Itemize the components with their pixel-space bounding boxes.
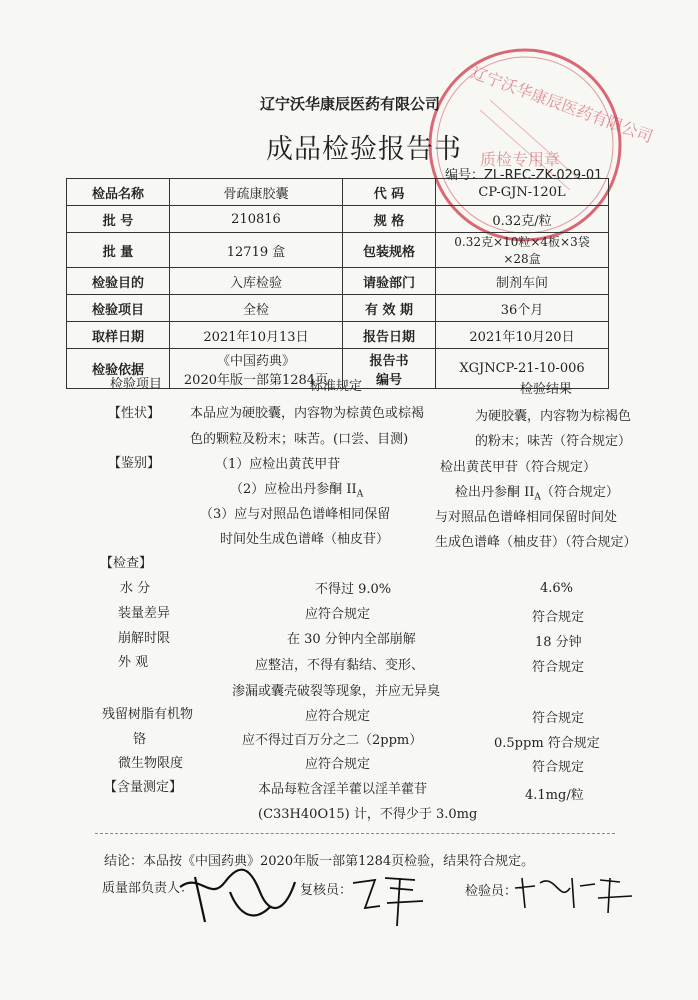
label-purpose: 检验目的 (67, 268, 170, 295)
jiancha-item-std: 应整洁，不得有黏结、变形、 (255, 658, 425, 673)
reviewer-label: 复核员： (300, 883, 353, 898)
reviewer-signature (345, 868, 435, 928)
jiancha-item-std: 渗漏或囊壳破裂等现象，并应无异臭 (232, 684, 441, 699)
jiancha-item-res: 4.6% (540, 581, 574, 596)
value-batch-qty: 12719 盒 (170, 233, 343, 268)
xingzhuang-std-1: 本品应为硬胶囊，内容物为棕黄色或棕褐 (190, 406, 425, 421)
hanliang-std-1: 本品每粒含淫羊藿以淫羊藿苷 (258, 782, 428, 797)
svg-text:辽宁沃华康辰医药有限公司: 辽宁沃华康辰医药有限公司 (468, 62, 656, 147)
label-code: 代 码 (343, 179, 436, 206)
jiancha-item-name: 水 分 (120, 581, 151, 596)
jianbie-std-2 (230, 478, 363, 500)
value-test-items: 全检 (170, 295, 343, 322)
section-jiancha: 【检查】 (100, 556, 153, 571)
label-batch-no: 批 号 (67, 206, 170, 233)
jiancha-item-name: 残留树脂有机物 (102, 707, 194, 722)
jiancha-item-name: 装量差异 (118, 606, 171, 621)
jiancha-item-res: 符合规定 (532, 711, 585, 726)
jianbie-res-3b: 生成色谱峰（柚皮苷）（符合规定） (435, 535, 637, 550)
col-header-item: 检验项目 (110, 377, 163, 392)
value-code: CP-GJN-120L (436, 179, 609, 206)
value-package: 0.32克×10粒×4板×3袋×28盒 (436, 233, 609, 268)
jianbie-res-3a: 与对照品色谱峰相同保留时间处 (435, 510, 618, 525)
value-batch-no: 210816 (170, 206, 343, 233)
label-report-no-line2: 编号 (375, 372, 402, 388)
jianbie-std-3a: （3）应与对照品色谱峰相同保留 (200, 507, 391, 522)
jiancha-item-std: 应符合规定 (305, 607, 371, 622)
hanliang-std-2: (C33H40O15) 计，不得少于 3.0mg (258, 807, 478, 822)
jiancha-item-res: 符合规定 (532, 610, 585, 625)
jiancha-item-name: 外 观 (118, 655, 149, 670)
xingzhuang-std-2: 色的颗粒及粉末；味苦。(口尝、目测) (190, 432, 409, 447)
jiancha-item-res: 0.5ppm 符合规定 (494, 736, 600, 751)
value-department: 制剂车间 (436, 268, 609, 295)
divider-line (95, 833, 615, 834)
section-hanliang: 【含量测定】 (104, 780, 183, 795)
svg-text:质检专用章: 质检专用章 (480, 150, 561, 169)
label-validity: 有 效 期 (343, 295, 436, 322)
value-sample-date: 2021年10月13日 (170, 322, 343, 349)
jianbie-res-2 (455, 481, 619, 503)
label-sample-date: 取样日期 (67, 322, 170, 349)
label-test-items: 检验项目 (67, 295, 170, 322)
jiancha-item-std: 应符合规定 (305, 757, 371, 772)
value-basis-line1: 《中国药典》 (216, 353, 295, 369)
col-header-standard: 标准规定 (310, 379, 363, 394)
jiancha-item-std: 应符合规定 (305, 709, 371, 724)
jiancha-item-name: 微生物限度 (118, 756, 184, 771)
label-report-no-line1: 报告书 (369, 353, 409, 369)
jianbie-std-3b: 时间处生成色谱峰（柚皮苷） (220, 532, 390, 547)
jiancha-item-std: 应不得过百万分之二（2ppm） (242, 733, 423, 748)
jianbie-res-2-tail: （符合规定） (540, 485, 619, 500)
qa-signature (170, 862, 300, 932)
jianbie-res-1: 检出黄芪甲苷（符合规定） (440, 460, 597, 475)
jianbie-std-2-sub: A (356, 489, 364, 500)
xingzhuang-res-2: 的粉末；味苦（符合规定） (475, 434, 632, 449)
value-product-name: 骨疏康胶囊 (170, 179, 343, 206)
hanliang-res: 4.1mg/粒 (525, 788, 584, 803)
label-department: 请验部门 (343, 268, 436, 295)
section-xingzhuang: 【性状】 (108, 406, 161, 421)
value-report-date: 2021年10月20日 (436, 322, 609, 349)
value-validity: 36个月 (436, 295, 609, 322)
jianbie-res-2-text: 检出丹参酮 II (455, 485, 535, 500)
jiancha-item-name: 崩解时限 (118, 631, 171, 646)
info-table (66, 178, 609, 389)
xingzhuang-res-1: 为硬胶囊，内容物为棕褐色 (475, 409, 632, 424)
section-jianbie: 【鉴别】 (108, 456, 161, 471)
report-title: 成品检验报告书 (266, 134, 462, 165)
inspector-signature (510, 868, 640, 923)
inspector-label: 检验员： (465, 884, 518, 899)
label-report-date: 报告日期 (343, 322, 436, 349)
value-report-no: XGJNCP-21-10-006 (436, 349, 609, 389)
jiancha-item-res: 符合规定 (532, 760, 585, 775)
value-basis-line2: 2020年版一部第1284页 (183, 372, 329, 388)
jianbie-std-1: （1）应检出黄芪甲苷 (215, 457, 341, 472)
conclusion-text: 结论：本品按《中国药典》2020年版一部第1284页检验，结果符合规定。 (104, 854, 535, 869)
label-package: 包装规格 (343, 233, 436, 268)
label-product-name: 检品名称 (67, 179, 170, 206)
value-spec: 0.32克/粒 (436, 206, 609, 233)
col-header-result: 检验结果 (520, 382, 573, 397)
label-basis: 检验依据 (67, 349, 170, 389)
jiancha-item-std: 不得过 9.0% (315, 582, 392, 597)
company-name: 辽宁沃华康辰医药有限公司 (260, 95, 441, 113)
label-spec: 规 格 (343, 206, 436, 233)
label-batch-qty: 批 量 (67, 233, 170, 268)
jiancha-item-name: 铬 (133, 732, 147, 747)
jiancha-item-res: 18 分钟 (535, 635, 582, 650)
report-code: 编号：ZL-REC-ZK-029-01 (445, 168, 603, 183)
jiancha-item-std: 在 30 分钟内全部崩解 (287, 632, 416, 647)
value-purpose: 入库检验 (170, 268, 343, 295)
jianbie-std-2-text: （2）应检出丹参酮 II (230, 482, 357, 497)
jianbie-res-2-sub: A (534, 492, 541, 503)
qa-label: 质量部负责人： (102, 881, 194, 896)
jiancha-item-res: 符合规定 (532, 660, 585, 675)
